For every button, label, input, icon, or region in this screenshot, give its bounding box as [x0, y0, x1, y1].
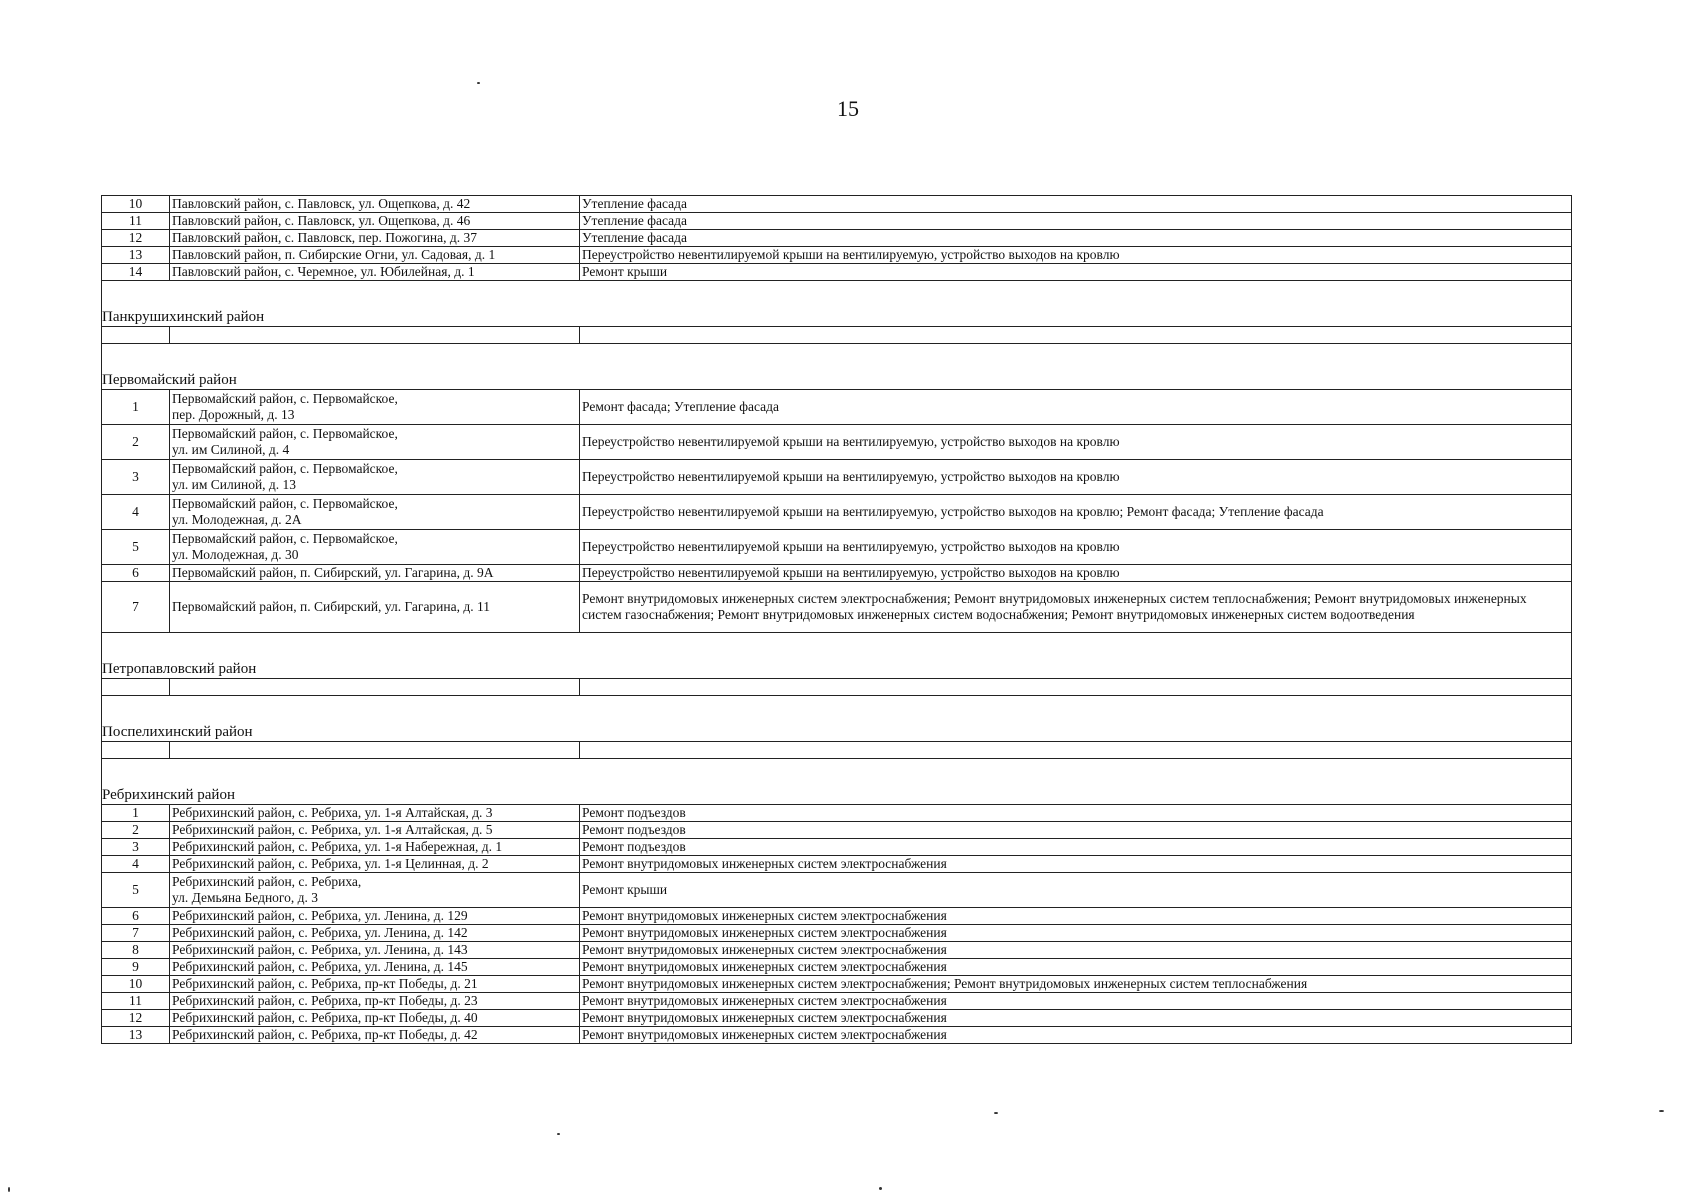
row-work-type: Переустройство невентилируемой крыши на вентилируемую, устройство выходов на кровлю	[580, 425, 1572, 460]
table-row	[102, 925, 1572, 942]
table-row	[102, 495, 1572, 530]
row-address: Павловский район, с. Павловск, ул. Ощепкова, д. 46	[170, 213, 580, 230]
table-row	[102, 873, 1572, 908]
row-number: 2	[102, 425, 170, 460]
row-address: Ребрихинский район, с. Ребриха, ул. Ленина, д. 145	[170, 959, 580, 976]
row-number: 3	[102, 839, 170, 856]
row-address: Павловский район, п. Сибирские Огни, ул. Садовая, д. 1	[170, 247, 580, 264]
empty-table-row	[102, 679, 1572, 696]
row-work-type	[580, 679, 1572, 696]
row-number: 6	[102, 565, 170, 582]
empty-table-row	[102, 742, 1572, 759]
row-work-type: Ремонт внутридомовых инженерных систем электроснабжения	[580, 856, 1572, 873]
row-work-type: Ремонт внутридомовых инженерных систем электроснабжения	[580, 959, 1572, 976]
scan-speck	[994, 1112, 998, 1114]
row-address: Ребрихинский район, с. Ребриха, пр-кт Победы, д. 40	[170, 1010, 580, 1027]
table-row	[102, 822, 1572, 839]
row-work-type: Ремонт внутридомовых инженерных систем электроснабжения	[580, 1027, 1572, 1044]
row-address: Первомайский район, с. Первомайское, ул. им Силиной, д. 4	[170, 425, 580, 460]
table-row	[102, 582, 1572, 633]
row-work-type: Переустройство невентилируемой крыши на вентилируемую, устройство выходов на кровлю	[580, 565, 1572, 582]
row-address: Ребрихинский район, с. Ребриха, пр-кт Победы, д. 42	[170, 1027, 580, 1044]
row-number: 3	[102, 460, 170, 495]
row-work-type: Ремонт внутридомовых инженерных систем электроснабжения	[580, 942, 1572, 959]
empty-table-row	[102, 327, 1572, 344]
row-address: Ребрихинский район, с. Ребриха, пр-кт Победы, д. 23	[170, 993, 580, 1010]
row-work-type: Ремонт внутридомовых инженерных систем электроснабжения; Ремонт внутридомовых инженерных систем теплоснабжения	[580, 976, 1572, 993]
district-name: Первомайский район	[102, 344, 1572, 390]
row-work-type: Ремонт подъездов	[580, 839, 1572, 856]
table-row	[102, 805, 1572, 822]
page-number: 15	[837, 96, 859, 121]
row-address: Ребрихинский район, с. Ребриха, ул. 1-я Набережная, д. 1	[170, 839, 580, 856]
row-work-type: Ремонт внутридомовых инженерных систем электроснабжения	[580, 925, 1572, 942]
row-number: 4	[102, 495, 170, 530]
row-address: Ребрихинский район, с. Ребриха, пр-кт Победы, д. 21	[170, 976, 580, 993]
row-address: Первомайский район, с. Первомайское, ул. Молодежная, д. 2А	[170, 495, 580, 530]
row-address: Ребрихинский район, с. Ребриха, ул. 1-я Алтайская, д. 5	[170, 822, 580, 839]
row-number	[102, 327, 170, 344]
row-number: 5	[102, 530, 170, 565]
row-address: Ребрихинский район, с. Ребриха, ул. Ленина, д. 143	[170, 942, 580, 959]
table-row	[102, 839, 1572, 856]
table-row	[102, 460, 1572, 495]
table-row	[102, 1027, 1572, 1044]
row-address: Павловский район, с. Павловск, пер. Пожогина, д. 37	[170, 230, 580, 247]
table-row	[102, 959, 1572, 976]
row-work-type: Ремонт подъездов	[580, 822, 1572, 839]
table-row	[102, 908, 1572, 925]
row-work-type: Переустройство невентилируемой крыши на вентилируемую, устройство выходов на кровлю; Ремонт фасада; Утепление фасада	[580, 495, 1572, 530]
row-work-type: Переустройство невентилируемой крыши на вентилируемую, устройство выходов на кровлю	[580, 460, 1572, 495]
table-row	[102, 856, 1572, 873]
table-row	[102, 230, 1572, 247]
row-address	[170, 679, 580, 696]
row-work-type: Ремонт подъездов	[580, 805, 1572, 822]
row-number	[102, 679, 170, 696]
row-number: 14	[102, 264, 170, 281]
row-number: 13	[102, 1027, 170, 1044]
table-row	[102, 942, 1572, 959]
row-work-type: Ремонт крыши	[580, 264, 1572, 281]
table-row	[102, 976, 1572, 993]
row-address	[170, 742, 580, 759]
row-number: 8	[102, 942, 170, 959]
district-name: Петропавловский район	[102, 633, 1572, 679]
row-number: 10	[102, 976, 170, 993]
row-number: 9	[102, 959, 170, 976]
table-row	[102, 565, 1572, 582]
row-address: Павловский район, с. Черемное, ул. Юбилейная, д. 1	[170, 264, 580, 281]
row-number: 7	[102, 582, 170, 633]
scan-speck	[8, 1187, 10, 1192]
row-address: Первомайский район, п. Сибирский, ул. Гагарина, д. 9А	[170, 565, 580, 582]
row-address: Павловский район, с. Павловск, ул. Ощепкова, д. 42	[170, 196, 580, 213]
table-row	[102, 196, 1572, 213]
row-work-type: Ремонт крыши	[580, 873, 1572, 908]
row-address: Ребрихинский район, с. Ребриха, ул. 1-я Алтайская, д. 3	[170, 805, 580, 822]
row-address: Ребрихинский район, с. Ребриха, ул. Ленина, д. 129	[170, 908, 580, 925]
district-name: Панкрушихинский район	[102, 281, 1572, 327]
row-number: 12	[102, 230, 170, 247]
table-row	[102, 1010, 1572, 1027]
row-address: Ребрихинский район, с. Ребриха, ул. 1-я Целинная, д. 2	[170, 856, 580, 873]
table-row	[102, 993, 1572, 1010]
table-row	[102, 247, 1572, 264]
district-header-row	[102, 696, 1572, 742]
table-body	[102, 196, 1572, 1044]
row-number: 2	[102, 822, 170, 839]
table-row	[102, 425, 1572, 460]
row-number: 4	[102, 856, 170, 873]
row-work-type: Утепление фасада	[580, 196, 1572, 213]
district-name: Поспелихинский район	[102, 696, 1572, 742]
row-work-type: Утепление фасада	[580, 230, 1572, 247]
row-number: 11	[102, 993, 170, 1010]
district-name: Ребрихинский район	[102, 759, 1572, 805]
row-number: 13	[102, 247, 170, 264]
scan-speck	[879, 1187, 882, 1190]
row-number: 11	[102, 213, 170, 230]
row-address: Первомайский район, с. Первомайское, ул. Молодежная, д. 30	[170, 530, 580, 565]
row-number	[102, 742, 170, 759]
district-header-row	[102, 633, 1572, 679]
row-number: 6	[102, 908, 170, 925]
row-address: Первомайский район, с. Первомайское, ул. им Силиной, д. 13	[170, 460, 580, 495]
table-row	[102, 530, 1572, 565]
row-work-type: Ремонт внутридомовых инженерных систем электроснабжения	[580, 993, 1572, 1010]
table-row	[102, 390, 1572, 425]
row-work-type	[580, 742, 1572, 759]
district-header-row	[102, 281, 1572, 327]
row-number: 10	[102, 196, 170, 213]
table-row	[102, 213, 1572, 230]
row-work-type: Ремонт внутридомовых инженерных систем электроснабжения; Ремонт внутридомовых инженерных систем теплоснабжения; Ремонт внутридомовых инженерных систем газоснабжения; Ремонт внутридомовых инженерных систем водоснабжения; Ремонт внутридомовых инженерных систем водоотведения	[580, 582, 1572, 633]
row-work-type: Ремонт внутридомовых инженерных систем электроснабжения	[580, 1010, 1572, 1027]
row-number: 5	[102, 873, 170, 908]
row-work-type: Переустройство невентилируемой крыши на вентилируемую, устройство выходов на кровлю	[580, 247, 1572, 264]
row-number: 1	[102, 390, 170, 425]
district-header-row	[102, 344, 1572, 390]
row-work-type: Переустройство невентилируемой крыши на вентилируемую, устройство выходов на кровлю	[580, 530, 1572, 565]
row-address	[170, 327, 580, 344]
row-work-type: Ремонт фасада; Утепление фасада	[580, 390, 1572, 425]
row-address: Ребрихинский район, с. Ребриха, ул. Ленина, д. 142	[170, 925, 580, 942]
row-work-type: Утепление фасада	[580, 213, 1572, 230]
row-number: 7	[102, 925, 170, 942]
row-work-type: Ремонт внутридомовых инженерных систем электроснабжения	[580, 908, 1572, 925]
scan-speck	[477, 82, 480, 84]
row-address: Ребрихинский район, с. Ребриха, ул. Демьяна Бедного, д. 3	[170, 873, 580, 908]
row-work-type	[580, 327, 1572, 344]
row-number: 1	[102, 805, 170, 822]
scan-speck	[1659, 1110, 1664, 1112]
scan-speck	[557, 1133, 560, 1135]
district-header-row	[102, 759, 1572, 805]
row-address: Первомайский район, п. Сибирский, ул. Гагарина, д. 11	[170, 582, 580, 633]
repair-list-table	[101, 195, 1572, 1044]
row-number: 12	[102, 1010, 170, 1027]
table-row	[102, 264, 1572, 281]
row-address: Первомайский район, с. Первомайское, пер. Дорожный, д. 13	[170, 390, 580, 425]
